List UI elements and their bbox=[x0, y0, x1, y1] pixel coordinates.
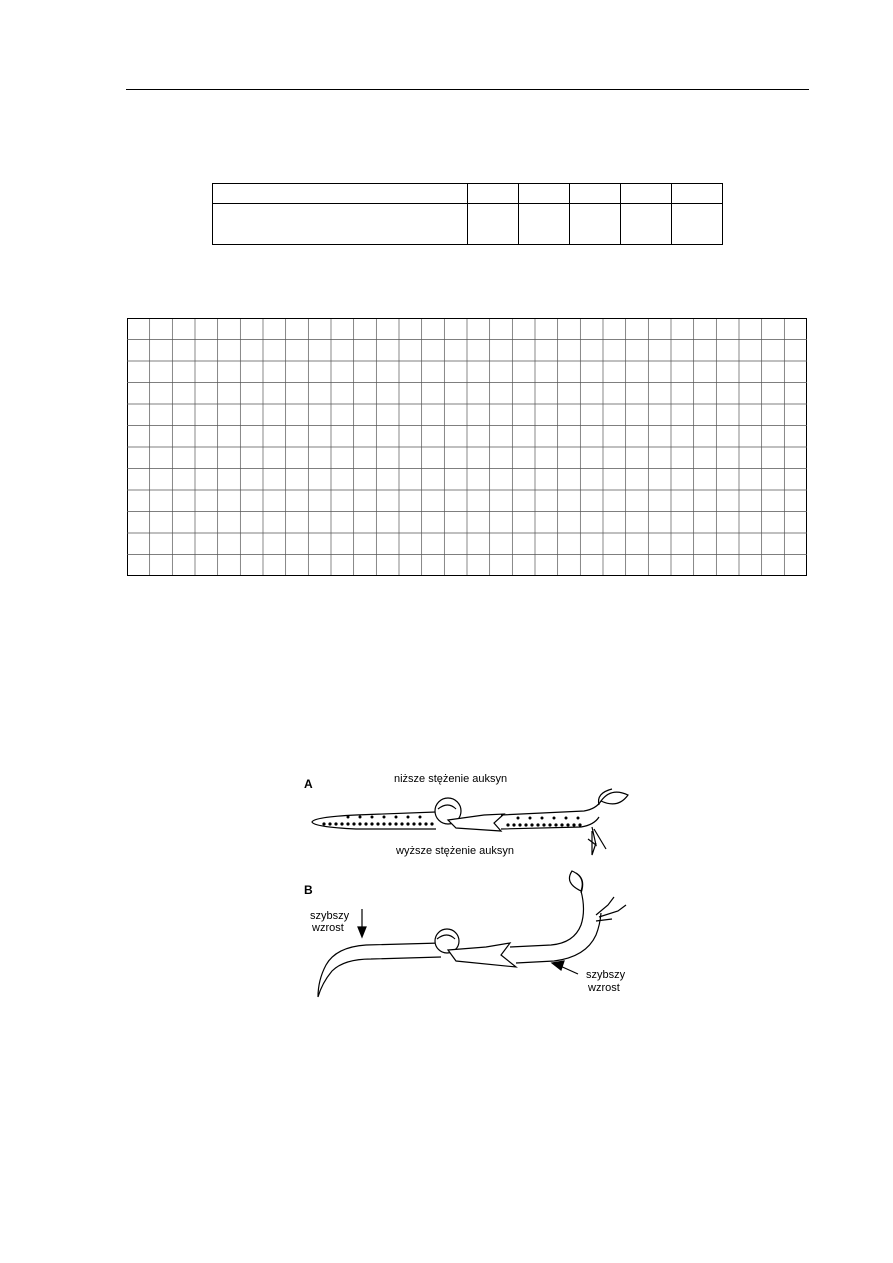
table-row bbox=[213, 204, 723, 245]
auxin-dot bbox=[394, 822, 397, 825]
auxin-dot bbox=[518, 823, 521, 826]
auxin-dot bbox=[364, 822, 367, 825]
auxin-dot bbox=[548, 823, 551, 826]
table-cell[interactable] bbox=[213, 184, 468, 204]
arrow-down-head bbox=[358, 927, 366, 937]
auxin-dot bbox=[424, 822, 427, 825]
auxin-dot bbox=[542, 823, 545, 826]
auxin-dot bbox=[541, 817, 544, 820]
table-cell[interactable] bbox=[519, 204, 570, 245]
table-cell[interactable] bbox=[672, 184, 723, 204]
auxin-dot bbox=[577, 817, 580, 820]
table-cell[interactable] bbox=[213, 204, 468, 245]
auxin-dot bbox=[322, 822, 325, 825]
auxin-dot bbox=[512, 823, 515, 826]
panel-b-right-label-2: wzrost bbox=[588, 982, 620, 994]
panel-b-right-label-1: szybszy bbox=[586, 969, 626, 981]
auxin-dot bbox=[407, 816, 410, 819]
auxin-dot bbox=[506, 823, 509, 826]
auxin-dot bbox=[418, 822, 421, 825]
auxin-dot bbox=[412, 822, 415, 825]
auxin-dot bbox=[565, 817, 568, 820]
panel-b-letter: B bbox=[304, 883, 313, 897]
auxin-dot bbox=[529, 817, 532, 820]
shoot-b-right bbox=[516, 913, 601, 963]
auxin-dot bbox=[553, 817, 556, 820]
auxin-dot bbox=[530, 823, 533, 826]
auxin-dot bbox=[359, 816, 362, 819]
panel-a-letter: A bbox=[304, 777, 313, 791]
auxin-dot bbox=[395, 816, 398, 819]
auxin-dot bbox=[334, 822, 337, 825]
auxin-dot bbox=[430, 822, 433, 825]
auxin-dot bbox=[578, 823, 581, 826]
header-rule bbox=[126, 89, 809, 90]
table-cell[interactable] bbox=[621, 204, 672, 245]
table-cell[interactable] bbox=[570, 184, 621, 204]
root-a-outline bbox=[312, 812, 436, 829]
seedling-drawing bbox=[296, 765, 646, 1005]
table-cell[interactable] bbox=[468, 184, 519, 204]
graph-paper-grid[interactable] bbox=[127, 318, 807, 576]
seedling-b bbox=[318, 871, 626, 997]
auxin-dot bbox=[572, 823, 575, 826]
auxin-dot bbox=[554, 823, 557, 826]
auxin-dot bbox=[400, 822, 403, 825]
auxin-dot bbox=[388, 822, 391, 825]
auxin-dot bbox=[383, 816, 386, 819]
seedling-figure bbox=[296, 765, 646, 1005]
auxin-dot bbox=[524, 823, 527, 826]
panel-a-top-label: niższe stężenie auksyn bbox=[394, 773, 508, 785]
shoot-a-top bbox=[501, 801, 601, 815]
table-cell[interactable] bbox=[519, 184, 570, 204]
auxin-dot bbox=[376, 822, 379, 825]
panel-a-bottom-label: wyższe stężenie auksyn bbox=[396, 845, 514, 857]
shoot-a-bottom bbox=[501, 817, 599, 829]
auxin-dot bbox=[406, 822, 409, 825]
grid-lines bbox=[127, 318, 807, 576]
table-cell[interactable] bbox=[570, 204, 621, 245]
table-row bbox=[213, 184, 723, 204]
auxin-dot bbox=[340, 822, 343, 825]
auxin-dot bbox=[382, 822, 385, 825]
shoot-b-left bbox=[510, 891, 584, 947]
auxin-dot bbox=[370, 822, 373, 825]
leaf-a-3 bbox=[588, 827, 606, 855]
auxin-dot bbox=[347, 816, 350, 819]
table-cell[interactable] bbox=[672, 204, 723, 245]
panel-b-left-label-2: wzrost bbox=[312, 922, 344, 934]
arrow-left-head bbox=[552, 961, 564, 970]
auxin-dot bbox=[560, 823, 563, 826]
auxin-dot bbox=[346, 822, 349, 825]
leaf-b-1 bbox=[569, 871, 582, 891]
leaf-a-1 bbox=[601, 792, 628, 804]
auxin-dot bbox=[358, 822, 361, 825]
auxin-dot bbox=[371, 816, 374, 819]
table-cell[interactable] bbox=[621, 184, 672, 204]
auxin-dot bbox=[566, 823, 569, 826]
answer-table bbox=[212, 183, 723, 245]
auxin-dot bbox=[536, 823, 539, 826]
auxin-dot bbox=[328, 822, 331, 825]
auxin-dot bbox=[517, 817, 520, 820]
panel-b-left-label-1: szybszy bbox=[310, 910, 350, 922]
root-b-outline bbox=[318, 943, 441, 997]
table-cell[interactable] bbox=[468, 204, 519, 245]
auxin-dot bbox=[352, 822, 355, 825]
auxin-dot bbox=[419, 816, 422, 819]
